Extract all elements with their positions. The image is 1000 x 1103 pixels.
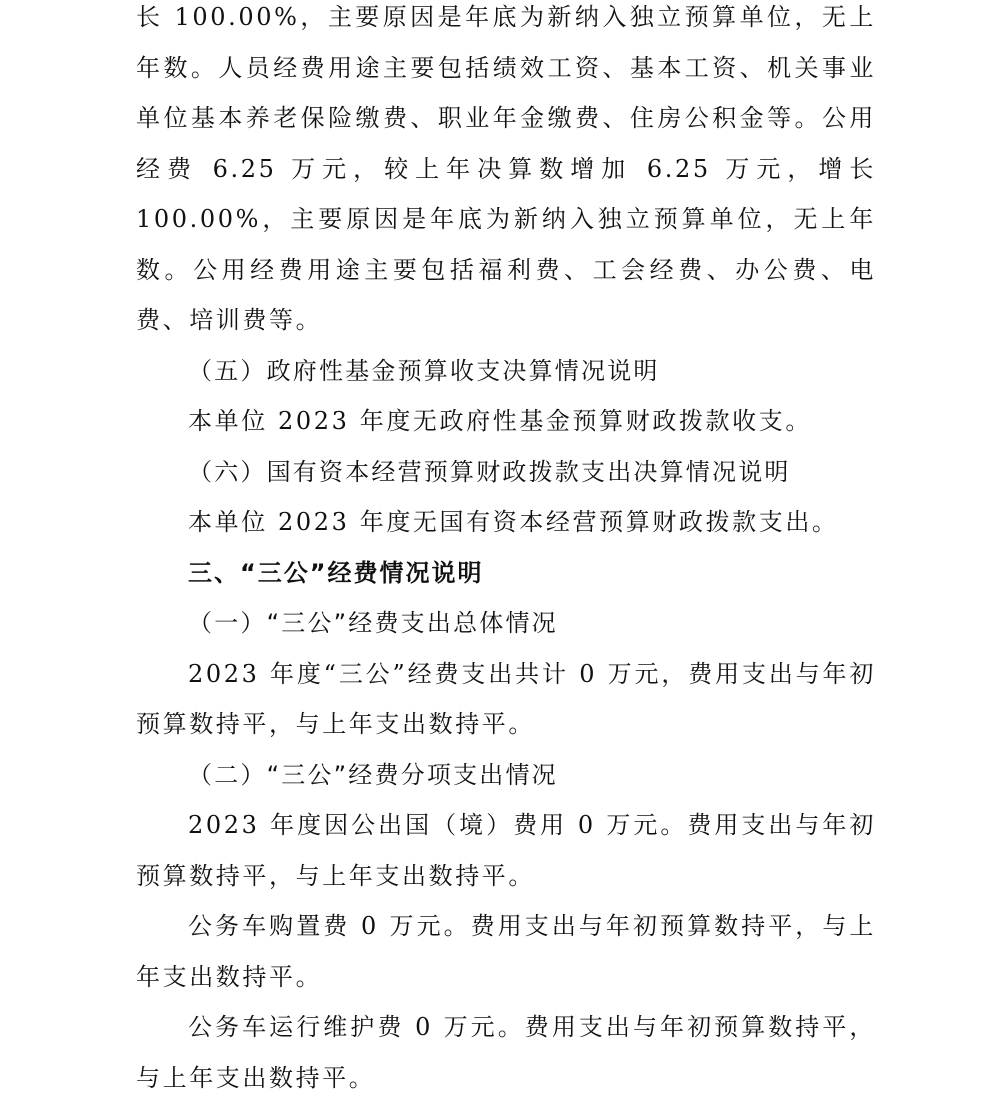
section-5-heading: （五）政府性基金预算收支决算情况说明 [188, 356, 660, 385]
paragraph-continued: 长 100.00%，主要原因是年底为新纳入独立预算单位，无上年数。人员经费用途主要包括绩效工资、基本工资、机关事业单位基本养老保险缴费、职业年金缴费、住房公积金等。公用经费 6.25 万元，较上年决算数增加 6.25 万元，增长 100.00%，主要原因是年底为新纳入独立预算单位，无上年数。公用经费用途主要包括福利费、工会经费、办公费、电费、培训费等。 [136, 3, 876, 334]
part-3-sub-2-heading: （二）“三公”经费分项支出情况 [188, 760, 558, 789]
part-3-sub-2-item-1: 2023 年度因公出国（境）费用 0 万元。费用支出与年初预算数持平，与上年支出数持平。 [136, 811, 876, 890]
part-3-sub-2-item-2: 公务车购置费 0 万元。费用支出与年初预算数持平，与上年支出数持平。 [136, 912, 876, 991]
section-6-heading: （六）国有资本经营预算财政拨款支出决算情况说明 [188, 457, 791, 486]
part-3-sub-1-body: 2023 年度“三公”经费支出共计 0 万元，费用支出与年初预算数持平，与上年支出数持平。 [136, 659, 876, 738]
part-3-heading: 三、“三公”经费情况说明 [188, 558, 484, 587]
part-3-sub-2-item-3: 公务车运行维护费 0 万元。费用支出与年初预算数持平，与上年支出数持平。 [136, 1013, 876, 1092]
part-3-sub-1-heading: （一）“三公”经费支出总体情况 [188, 609, 558, 637]
section-6-body: 本单位 2023 年度无国有资本经营预算财政拨款支出。 [188, 508, 839, 536]
section-5-body: 本单位 2023 年度无政府性基金预算财政拨款收支。 [188, 407, 812, 435]
document-page [136, 0, 876, 1103]
